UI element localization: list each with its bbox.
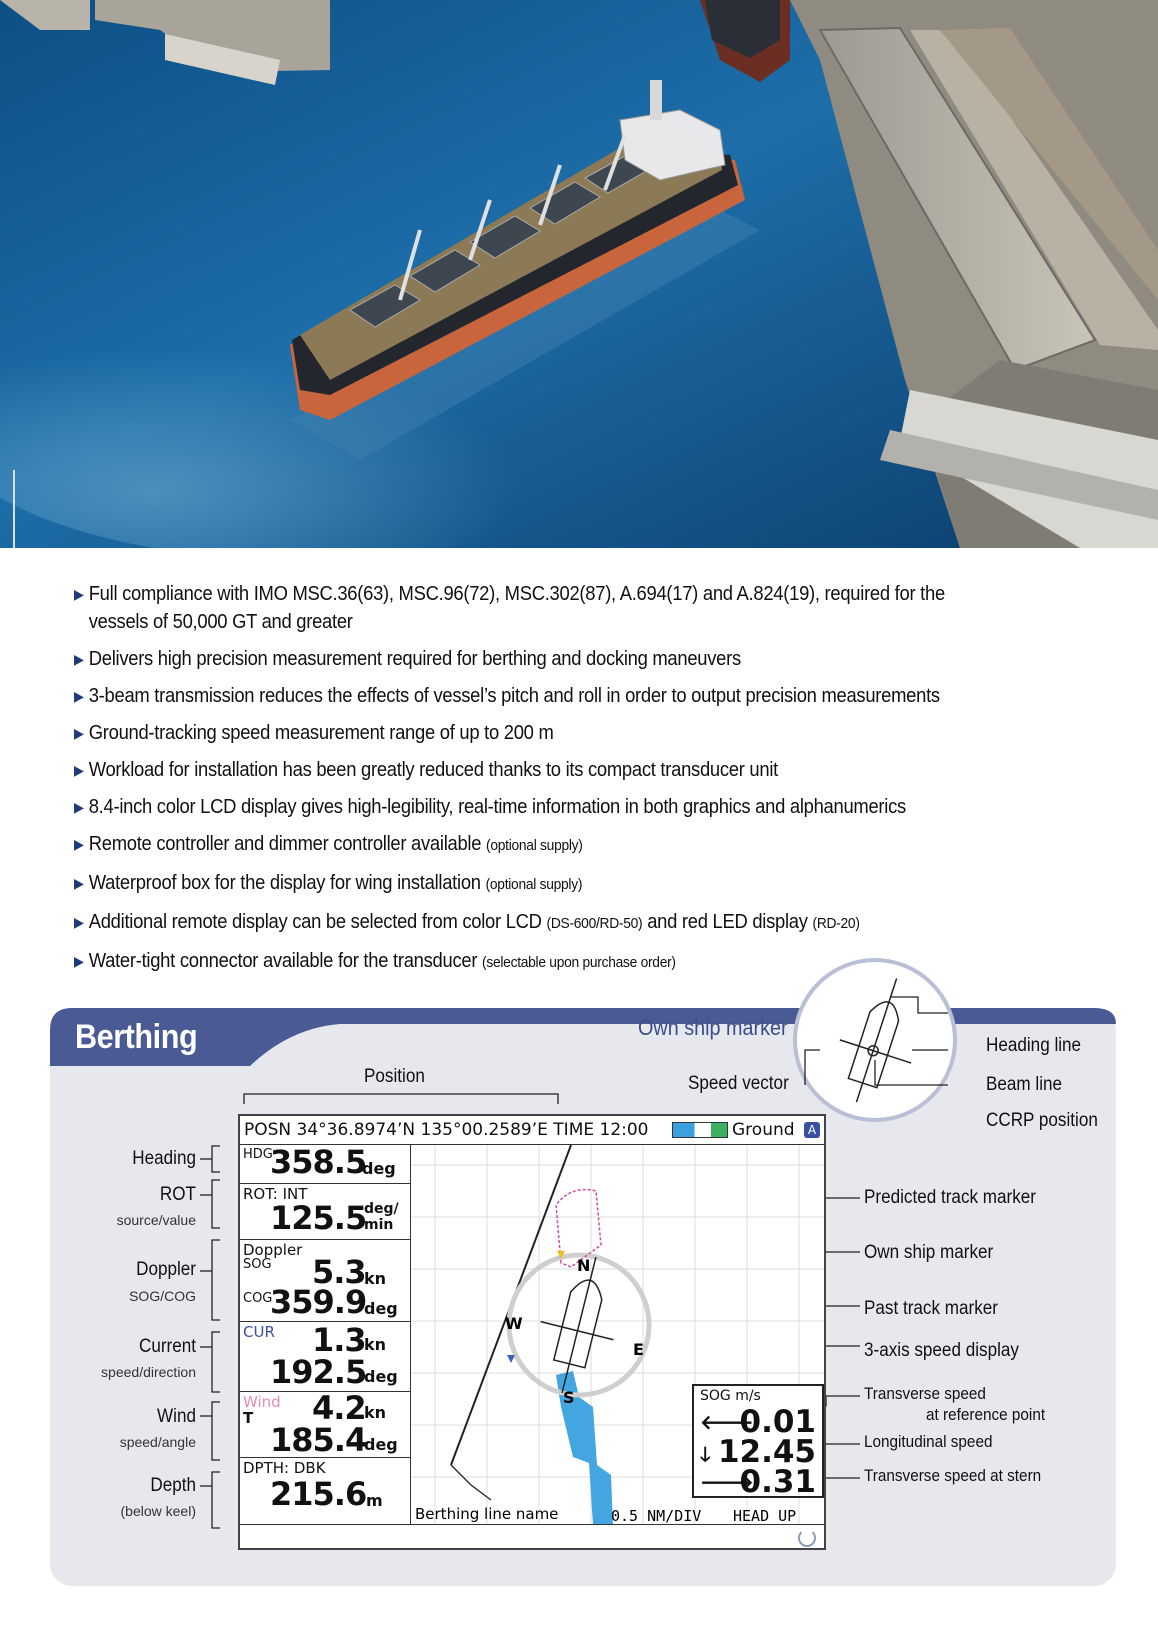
transverse-ref-label-2: at reference point: [926, 1405, 1046, 1424]
current-label: Current: [138, 1336, 196, 1357]
depth-cell: DPTH: DBK 215.6 m: [243, 1459, 383, 1513]
current-cell: CUR 1.3 kn 192.5 deg: [240, 1321, 410, 1392]
speed-vector-label: Speed vector: [688, 1073, 789, 1094]
screen-status-bar: [240, 1116, 824, 1145]
bullet-arrow-icon: ▶: [74, 688, 84, 704]
heading-line-label: Heading line: [986, 1035, 1082, 1056]
berthing-line-name: Berthing line name: [415, 1505, 559, 1523]
readout-column: [240, 1145, 411, 1525]
own-ship-marker-label: Own ship marker: [864, 1242, 994, 1263]
own-ship-marker-header: Own ship marker: [638, 1015, 788, 1040]
rot-cell: ROT: INT 125.5 deg/ min: [240, 1183, 410, 1240]
bullet-arrow-icon: ▶: [74, 651, 84, 667]
arrow-down-icon: 🡓: [700, 1442, 711, 1466]
bullet-arrow-icon: ▶: [74, 725, 84, 741]
berthing-lcd-screen: [238, 1114, 826, 1550]
feature-list: [74, 580, 1134, 977]
compass-n: N: [577, 1256, 591, 1275]
bullet-arrow-icon: ▶: [74, 799, 84, 815]
feature-item: ▶ Ground-tracking speed measurement range of up to 200 m: [74, 719, 1128, 747]
position-readout: POSN 34°36.8974’N 135°00.2589’E TIME 12:00: [244, 1120, 649, 1140]
depth-label: Depth: [150, 1475, 196, 1496]
bullet-arrow-icon: ▶: [74, 586, 84, 602]
bullet-arrow-icon: ▶: [74, 914, 84, 930]
scale-readout: 0.5 NM/DIV: [611, 1507, 702, 1525]
past-track-label: Past track marker: [864, 1298, 998, 1319]
display-mode: HEAD UP: [733, 1507, 797, 1525]
arrow-right-icon: 🡒: [700, 1470, 754, 1494]
ccrp-position-label: CCRP position: [986, 1110, 1098, 1131]
three-axis-speed-display: [692, 1384, 824, 1498]
three-axis-label: 3-axis speed display: [864, 1340, 1019, 1361]
ship-harbor-photo-icon: [0, 0, 1158, 548]
feature-item: ▶ Full compliance with IMO MSC.36(63), MSC.96(72), MSC.302(87), A.694(17) and A.824(19), required for the vessels of 50,000 GT and greater: [74, 580, 1128, 636]
loading-spinner-icon: [798, 1529, 816, 1547]
wind-cell: Wind T 4.2 kn 185.4 deg: [240, 1391, 410, 1458]
wind-label: Wind: [157, 1406, 196, 1427]
ground-badge: A: [804, 1122, 820, 1138]
depth-sub-label: (below keel): [120, 1503, 196, 1519]
compass-e: E: [633, 1340, 644, 1359]
transverse-ref-label: Transverse speed: [864, 1384, 986, 1403]
current-sub-label: speed/direction: [101, 1364, 196, 1380]
feature-item: ▶ 3-beam transmission reduces the effects of vessel’s pitch and roll in order to output precision measurements: [74, 682, 1128, 710]
transverse-ref-row: 🡐 0.01: [700, 1404, 816, 1440]
doppler-cell: Doppler SOG 5.3 kn COG 359.9 deg: [240, 1239, 410, 1322]
compass-w: W: [505, 1314, 523, 1333]
hero-photo: [0, 0, 1158, 548]
doppler-label: Doppler: [136, 1259, 196, 1280]
bullet-arrow-icon: ▶: [74, 836, 84, 852]
bullet-arrow-icon: ▶: [74, 875, 84, 891]
heading-cell: HDG 358.5 deg: [240, 1145, 410, 1184]
feature-item: ▶ Additional remote display can be selected from color LCD (DS-600/RD-50) and red LED display (RD-20): [74, 908, 1128, 938]
rot-label: ROT: [159, 1184, 196, 1205]
predicted-track-label: Predicted track marker: [864, 1187, 1037, 1208]
longitudinal-label: Longitudinal speed: [864, 1432, 993, 1451]
arrow-left-icon: 🡐: [700, 1410, 754, 1434]
feature-item: ▶ Workload for installation has been greatly reduced thanks to its compact transducer unit: [74, 756, 1128, 784]
feature-item: ▶ Remote controller and dimmer controller available (optional supply): [74, 830, 1128, 860]
feature-item: ▶ Delivers high precision measurement required for berthing and docking maneuvers: [74, 645, 1128, 673]
bullet-arrow-icon: ▶: [74, 953, 84, 969]
feature-item: ▶ Waterproof box for the display for wing installation (optional supply): [74, 869, 1128, 899]
ground-mode: Ground: [732, 1120, 795, 1140]
status-color-bar: [672, 1122, 728, 1138]
transverse-stern-label: Transverse speed at stern: [864, 1466, 1042, 1485]
wind-sub-label: speed/angle: [119, 1434, 196, 1450]
position-label: Position: [364, 1066, 425, 1087]
heading-label: Heading: [132, 1148, 196, 1169]
berthing-title: Berthing: [75, 1018, 198, 1056]
rot-sub-label: source/value: [116, 1212, 196, 1228]
doppler-sub-label: SOG/COG: [129, 1288, 196, 1304]
beam-line-label: Beam line: [986, 1074, 1063, 1095]
position-bracket: [242, 1090, 562, 1106]
transverse-stern-row: 🡒 0.31: [700, 1464, 816, 1500]
screen-footer: [240, 1524, 824, 1551]
left-brackets: [198, 1140, 240, 1530]
sog-box-header: SOG m/s: [700, 1388, 761, 1404]
compass-s: S: [563, 1388, 575, 1407]
feature-item: ▶ Water-tight connector available for the transducer (selectable upon purchase order): [74, 947, 1128, 977]
feature-item: ▶ 8.4-inch color LCD display gives high-legibility, real-time information in both graphics and alphanumerics: [74, 793, 1128, 821]
bullet-arrow-icon: ▶: [74, 762, 84, 778]
longitudinal-row: 🡓 12.45: [698, 1434, 818, 1466]
